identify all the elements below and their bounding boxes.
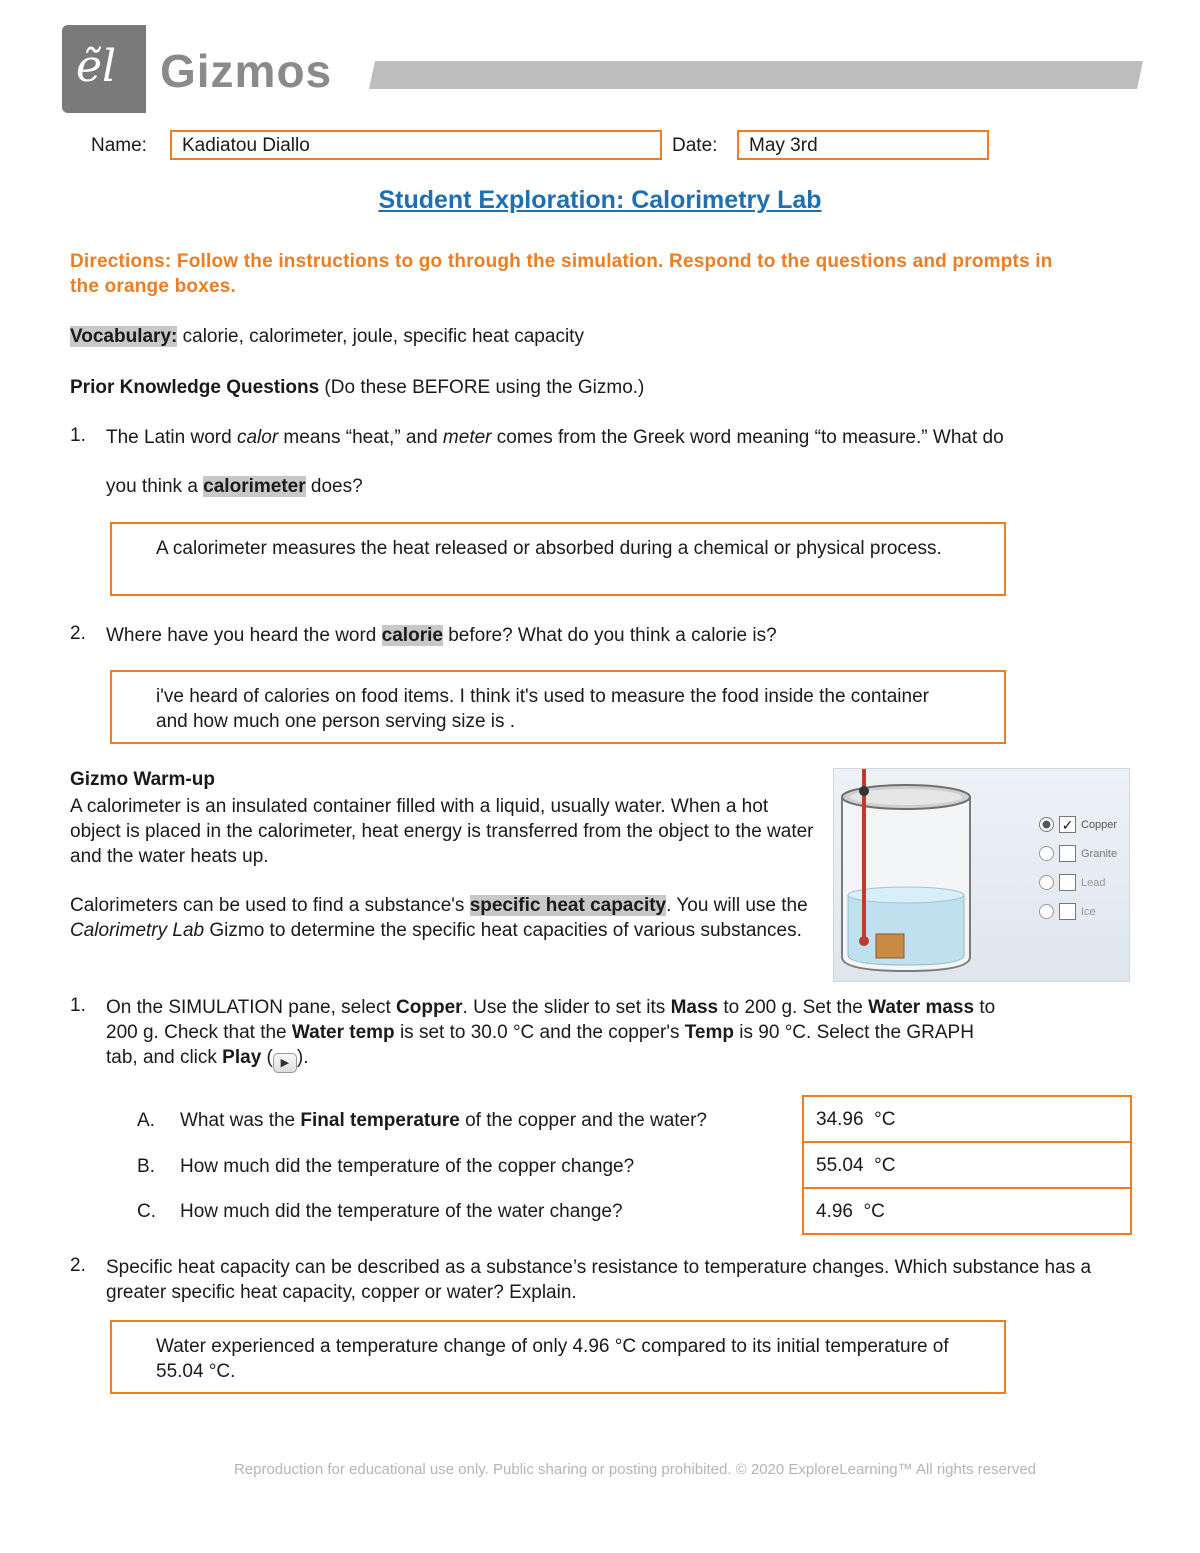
q1-answer-box[interactable] [110, 522, 1006, 596]
step2-answer-box[interactable] [110, 1320, 1006, 1394]
checkbox-icon[interactable] [1059, 874, 1076, 891]
subq-a [137, 1108, 707, 1133]
name-label: Name: [91, 135, 147, 156]
subq-letter: A. [137, 1110, 155, 1131]
warmup-para1: A calorimeter is an insulated container filled with a liquid, usually water. When a hot object is placed in the calorimeter, heat energy is transferred from the object to the water and the water heats up. [70, 796, 814, 867]
subq-c [137, 1199, 623, 1224]
q2-number: 2. [70, 623, 86, 644]
warmup-text: Calorimeters can be used to find a substance's [70, 895, 470, 916]
date-field[interactable] [737, 130, 989, 160]
step1-text: ). [296, 1047, 309, 1068]
answer-a-box[interactable] [802, 1095, 1132, 1143]
step1-text: On the SIMULATION pane, select [106, 997, 397, 1018]
header-bar [369, 61, 1143, 89]
step1-line1 [106, 995, 995, 1020]
radio-icon[interactable] [1039, 875, 1054, 890]
radio-selected-icon[interactable] [1039, 817, 1054, 832]
prior-heading-title: Prior Knowledge Questions [70, 377, 320, 398]
step1-bold: Water temp [291, 1022, 395, 1043]
step1-text: . Use the slider to set its [462, 997, 671, 1018]
answer-c: 4.96 °C [816, 1201, 885, 1222]
checkbox-icon[interactable] [1059, 903, 1076, 920]
checkbox-checked-icon[interactable]: ✓ [1059, 816, 1076, 833]
name-value: Kadiatou Diallo [182, 135, 310, 156]
q2-text: before? What do you think a calorie is? [442, 625, 777, 646]
step1-line3 [106, 1045, 308, 1073]
logo-badge [62, 25, 146, 113]
warmup-heading: Gizmo Warm-up [70, 769, 215, 790]
radio-icon[interactable] [1039, 904, 1054, 919]
q2-term-calorie: calorie [381, 625, 443, 646]
page-title: Student Exploration: Calorimetry Lab [378, 186, 822, 214]
step1-line2 [106, 1020, 974, 1045]
date-value: May 3rd [749, 135, 818, 156]
logo-glyph: ẽl [76, 41, 117, 92]
step1-text: ( [261, 1047, 273, 1068]
step1-text: 200 g. Check that the [106, 1022, 292, 1043]
warmup-text: . You will use the [666, 895, 808, 916]
subq-text: What was the [180, 1110, 301, 1131]
subq-text: of the copper and the water? [459, 1110, 707, 1131]
warmup-italic-gizmo: Calorimetry Lab [70, 920, 205, 941]
step2-answer: Water experienced a temperature change of only 4.96 °C compared to its initial temperature of 55.04 °C. [156, 1336, 949, 1382]
q2-line [106, 623, 777, 648]
subq-b [137, 1154, 634, 1179]
q2-answer-box[interactable] [110, 670, 1006, 744]
q2-text: Where have you heard the word [106, 625, 382, 646]
q1-line1 [106, 425, 1004, 450]
q1-italic-calor: calor [236, 427, 279, 448]
q1-text: means “heat,” and [278, 427, 443, 448]
q1-italic-meter: meter [442, 427, 492, 448]
prior-heading-note: (Do these BEFORE using the Gizmo.) [319, 377, 645, 398]
vocabulary [70, 324, 584, 349]
vocabulary-text: calorie, calorimeter, joule, specific heat capacity [177, 326, 584, 347]
answer-a: 34.96 °C [816, 1109, 896, 1130]
step1-bold: Temp [684, 1022, 734, 1043]
warmup-para2 [70, 893, 810, 943]
answer-b: 55.04 °C [816, 1155, 896, 1176]
sim-option-lead[interactable] [1039, 868, 1117, 897]
checkbox-icon[interactable] [1059, 845, 1076, 862]
step2-number: 2. [70, 1255, 86, 1276]
brand-name: Gizmos [160, 45, 333, 97]
name-field[interactable] [170, 130, 662, 160]
step1-bold: Copper [396, 997, 463, 1018]
step1-text: to 200 g. Set the [718, 997, 869, 1018]
prior-heading [70, 375, 644, 400]
answer-c-box[interactable] [802, 1187, 1132, 1235]
q2-answer: i've heard of calories on food items. I think it's used to measure the food inside the container and how much one person serving size is . [156, 686, 929, 732]
subq-letter: B. [137, 1156, 155, 1177]
step1-text: is set to 30.0 °C and the copper's [394, 1022, 685, 1043]
sim-option-ice[interactable] [1039, 897, 1117, 926]
sim-option-list [1039, 810, 1117, 926]
subq-text: How much did the temperature of the copper change? [180, 1156, 635, 1177]
footer-copyright: Reproduction for educational use only. Public sharing or posting prohibited. © 2020 ExploreLearning™ All rights reserved [233, 1461, 1037, 1478]
step1-text: is 90 °C. Select the GRAPH [734, 1022, 974, 1043]
radio-icon[interactable] [1039, 846, 1054, 861]
step1-bold: Water mass [868, 997, 975, 1018]
q1-term-calorimeter: calorimeter [203, 476, 306, 497]
subq-letter: C. [137, 1201, 156, 1222]
sim-option-label: Copper [1081, 818, 1118, 831]
sim-option-granite[interactable] [1039, 839, 1117, 868]
step2-text: Specific heat capacity can be described as a substance’s resistance to temperature changes. Which substance has a greater specific heat capacity, copper or water? Explain. [106, 1257, 1092, 1303]
step1-bold: Mass [670, 997, 719, 1018]
sim-option-copper[interactable] [1039, 810, 1117, 839]
step1-bold: Play [222, 1047, 262, 1068]
warmup-text: Gizmo to determine the specific heat capacities of various substances. [204, 920, 802, 941]
q1-text: comes from the Greek word meaning “to measure.” What do [491, 427, 1004, 448]
sim-option-label: Ice [1081, 905, 1096, 918]
step1-number: 1. [70, 995, 86, 1016]
answer-b-box[interactable] [802, 1141, 1132, 1189]
q1-text: does? [305, 476, 363, 497]
sim-option-label: Granite [1081, 847, 1118, 860]
step1-text: to [974, 997, 996, 1018]
q1-line2 [106, 474, 363, 499]
play-icon: ▶ [273, 1053, 297, 1073]
term-specific-heat-capacity: specific heat capacity [469, 895, 667, 916]
step1-text: tab, and click [106, 1047, 223, 1068]
subq-bold: Final temperature [300, 1110, 460, 1131]
directions: Directions: Follow the instructions to go through the simulation. Respond to the questions and prompts in the orange boxes. [70, 251, 1053, 297]
vocabulary-label: Vocabulary: [70, 326, 178, 347]
date-label: Date: [672, 135, 718, 156]
q1-text: you think a [106, 476, 204, 497]
sim-option-label: Lead [1081, 876, 1106, 889]
q1-number: 1. [70, 425, 86, 446]
subq-text: How much did the temperature of the water change? [180, 1201, 623, 1222]
q1-text: The Latin word [106, 427, 237, 448]
q1-answer: A calorimeter measures the heat released or absorbed during a chemical or physical process. [156, 538, 942, 559]
calorimeter-simulation-image [833, 768, 1130, 982]
